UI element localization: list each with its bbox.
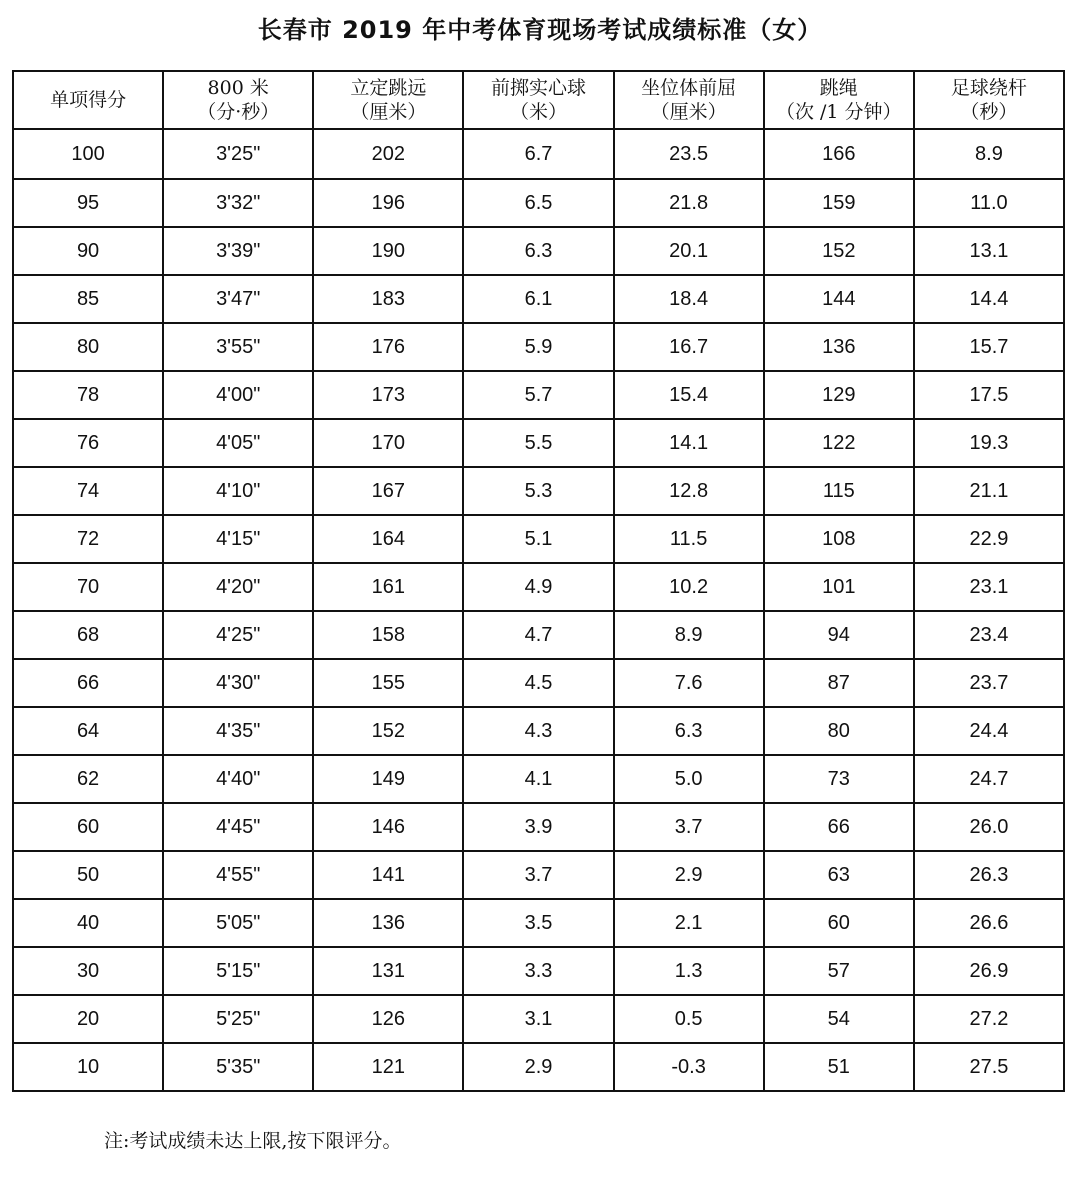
football-dribble-col-header (914, 71, 1064, 129)
table-cell: 5'05" (163, 899, 313, 947)
table-cell: 2.9 (463, 1043, 613, 1091)
table-cell: 66 (13, 659, 163, 707)
table-cell: 19.3 (914, 419, 1064, 467)
table-header-row (13, 71, 1064, 129)
table-cell: 5.3 (463, 467, 613, 515)
table-cell: 51 (764, 1043, 914, 1091)
table-cell: 4'20" (163, 563, 313, 611)
table-cell: 4'55" (163, 851, 313, 899)
table-cell: 60 (13, 803, 163, 851)
table-cell: 14.4 (914, 275, 1064, 323)
table-cell: 1.3 (614, 947, 764, 995)
standing-long-jump-col-header (313, 71, 463, 129)
table-cell: 5.0 (614, 755, 764, 803)
table-cell: 136 (313, 899, 463, 947)
table-cell: 11.5 (614, 515, 764, 563)
table-cell: 6.5 (463, 179, 613, 227)
table-cell: 4.7 (463, 611, 613, 659)
table-cell: 152 (313, 707, 463, 755)
table-cell: 60 (764, 899, 914, 947)
table-cell: 100 (13, 129, 163, 179)
column-header-name: 800 米 (207, 77, 269, 99)
table-cell: 15.7 (914, 323, 1064, 371)
table-cell: 129 (764, 371, 914, 419)
table-cell: 4'30" (163, 659, 313, 707)
table-cell: 131 (313, 947, 463, 995)
table-cell: 23.7 (914, 659, 1064, 707)
footnote: 注:考试成绩未达上限,按下限评分。 (104, 1130, 402, 1152)
table-cell: 26.6 (914, 899, 1064, 947)
table-cell: 23.1 (914, 563, 1064, 611)
table-cell: 5'15" (163, 947, 313, 995)
table-cell: 14.1 (614, 419, 764, 467)
table-cell: 95 (13, 179, 163, 227)
table-cell: 115 (764, 467, 914, 515)
table-row (13, 947, 1064, 995)
table-cell: 10 (13, 1043, 163, 1091)
column-header-unit: （米） (509, 101, 567, 123)
table-cell: 16.7 (614, 323, 764, 371)
table-row (13, 515, 1064, 563)
table-cell: 76 (13, 419, 163, 467)
table-cell: 5.5 (463, 419, 613, 467)
table-cell: 121 (313, 1043, 463, 1091)
table-cell: 23.5 (614, 129, 764, 179)
rope-skipping-col-header (764, 71, 914, 129)
table-cell: 4.1 (463, 755, 613, 803)
table-cell: 72 (13, 515, 163, 563)
column-header-unit: （厘米） (350, 101, 427, 123)
table-cell: 3'47" (163, 275, 313, 323)
table-cell: 152 (764, 227, 914, 275)
table-cell: 87 (764, 659, 914, 707)
table-row (13, 323, 1064, 371)
table-cell: 4.3 (463, 707, 613, 755)
table-cell: 15.4 (614, 371, 764, 419)
table-cell: 13.1 (914, 227, 1064, 275)
table-cell: 63 (764, 851, 914, 899)
table-cell: 136 (764, 323, 914, 371)
table-cell: 183 (313, 275, 463, 323)
table-cell: 101 (764, 563, 914, 611)
table-cell: 6.1 (463, 275, 613, 323)
table-row (13, 179, 1064, 227)
table-cell: 57 (764, 947, 914, 995)
table-cell: 2.9 (614, 851, 764, 899)
table-cell: 8.9 (614, 611, 764, 659)
table-cell: 6.3 (614, 707, 764, 755)
table-cell: 30 (13, 947, 163, 995)
column-header-unit: （次 /1 分钟） (775, 101, 902, 123)
column-header-name: 坐位体前屈 (641, 77, 737, 99)
table-row (13, 467, 1064, 515)
shot-throw-col-header (463, 71, 613, 129)
score-standard-table (12, 70, 1065, 1092)
table-cell: 94 (764, 611, 914, 659)
table-cell: 12.8 (614, 467, 764, 515)
table-cell: 202 (313, 129, 463, 179)
column-header-name: 立定跳远 (350, 77, 427, 99)
column-header-name: 单项得分 (50, 89, 127, 111)
table-cell: 3.5 (463, 899, 613, 947)
table-row (13, 851, 1064, 899)
table-cell: 50 (13, 851, 163, 899)
table-cell: 4'05" (163, 419, 313, 467)
table-cell: 24.4 (914, 707, 1064, 755)
table-cell: 161 (313, 563, 463, 611)
table-cell: 3.7 (463, 851, 613, 899)
table-cell: 3'25" (163, 129, 313, 179)
table-cell: 190 (313, 227, 463, 275)
table-cell: 20.1 (614, 227, 764, 275)
table-cell: 4'15" (163, 515, 313, 563)
table-cell: 5.9 (463, 323, 613, 371)
table-cell: 78 (13, 371, 163, 419)
table-cell: 8.9 (914, 129, 1064, 179)
table-cell: 26.9 (914, 947, 1064, 995)
table-cell: 70 (13, 563, 163, 611)
table-cell: 149 (313, 755, 463, 803)
table-cell: 167 (313, 467, 463, 515)
table-cell: 10.2 (614, 563, 764, 611)
table-row (13, 995, 1064, 1043)
table-row (13, 419, 1064, 467)
table-cell: 4.5 (463, 659, 613, 707)
table-cell: 141 (313, 851, 463, 899)
table-cell: 80 (13, 323, 163, 371)
table-cell: 23.4 (914, 611, 1064, 659)
table-row (13, 563, 1064, 611)
table-cell: 26.3 (914, 851, 1064, 899)
table-cell: 146 (313, 803, 463, 851)
table-cell: 20 (13, 995, 163, 1043)
table-cell: 4'35" (163, 707, 313, 755)
table-cell: 21.8 (614, 179, 764, 227)
table-cell: 3.9 (463, 803, 613, 851)
column-header-name: 足球绕杆 (950, 77, 1027, 99)
table-cell: 176 (313, 323, 463, 371)
document-title: 长春市 2019 年中考体育现场考试成绩标准（女） (257, 16, 823, 44)
table-cell: 68 (13, 611, 163, 659)
table-cell: 17.5 (914, 371, 1064, 419)
table-cell: 24.7 (914, 755, 1064, 803)
table-cell: 3.3 (463, 947, 613, 995)
table-cell: 26.0 (914, 803, 1064, 851)
table-cell: 170 (313, 419, 463, 467)
table-cell: 85 (13, 275, 163, 323)
table-cell: 5'35" (163, 1043, 313, 1091)
table-cell: 27.5 (914, 1043, 1064, 1091)
table-cell: 90 (13, 227, 163, 275)
column-header-unit: （秒） (960, 101, 1018, 123)
table-cell: 3.1 (463, 995, 613, 1043)
table-cell: 5.7 (463, 371, 613, 419)
table-cell: 3'32" (163, 179, 313, 227)
table-cell: 4.9 (463, 563, 613, 611)
table-row (13, 659, 1064, 707)
table-row (13, 371, 1064, 419)
table-cell: 3'39" (163, 227, 313, 275)
sit-and-reach-col-header (614, 71, 764, 129)
table-row (13, 707, 1064, 755)
table-cell: 122 (764, 419, 914, 467)
table-cell: 27.2 (914, 995, 1064, 1043)
score-col-header (13, 71, 163, 129)
table-row (13, 611, 1064, 659)
table-cell: 164 (313, 515, 463, 563)
table-cell: 73 (764, 755, 914, 803)
table-row (13, 803, 1064, 851)
table-cell: 144 (764, 275, 914, 323)
column-header-name: 跳绳 (819, 77, 858, 99)
table-cell: 4'45" (163, 803, 313, 851)
table-cell: 11.0 (914, 179, 1064, 227)
table-cell: -0.3 (614, 1043, 764, 1091)
table-cell: 126 (313, 995, 463, 1043)
column-header-unit: （厘米） (650, 101, 727, 123)
table-cell: 80 (764, 707, 914, 755)
table-cell: 173 (313, 371, 463, 419)
table-cell: 18.4 (614, 275, 764, 323)
table-cell: 159 (764, 179, 914, 227)
table-row (13, 227, 1064, 275)
table-row (13, 755, 1064, 803)
table-cell: 4'40" (163, 755, 313, 803)
table-cell: 66 (764, 803, 914, 851)
table-cell: 22.9 (914, 515, 1064, 563)
table-cell: 4'00" (163, 371, 313, 419)
table-cell: 54 (764, 995, 914, 1043)
table-cell: 155 (313, 659, 463, 707)
table-row (13, 899, 1064, 947)
table-cell: 0.5 (614, 995, 764, 1043)
table-cell: 62 (13, 755, 163, 803)
table-cell: 40 (13, 899, 163, 947)
run-800m-col-header (163, 71, 313, 129)
column-header-unit: （分·秒） (197, 101, 280, 123)
table-cell: 21.1 (914, 467, 1064, 515)
table-cell: 4'25" (163, 611, 313, 659)
table-cell: 2.1 (614, 899, 764, 947)
table-cell: 166 (764, 129, 914, 179)
table-row (13, 275, 1064, 323)
table-cell: 4'10" (163, 467, 313, 515)
table-cell: 3.7 (614, 803, 764, 851)
table-cell: 64 (13, 707, 163, 755)
table-cell: 74 (13, 467, 163, 515)
table-cell: 6.3 (463, 227, 613, 275)
table-cell: 196 (313, 179, 463, 227)
table-body (13, 129, 1064, 1091)
table-cell: 6.7 (463, 129, 613, 179)
table-cell: 5.1 (463, 515, 613, 563)
table-cell: 3'55" (163, 323, 313, 371)
table-cell: 7.6 (614, 659, 764, 707)
table-row (13, 1043, 1064, 1091)
table-cell: 158 (313, 611, 463, 659)
table-cell: 5'25" (163, 995, 313, 1043)
column-header-name: 前掷实心球 (490, 77, 586, 99)
table-row (13, 129, 1064, 179)
table-cell: 108 (764, 515, 914, 563)
